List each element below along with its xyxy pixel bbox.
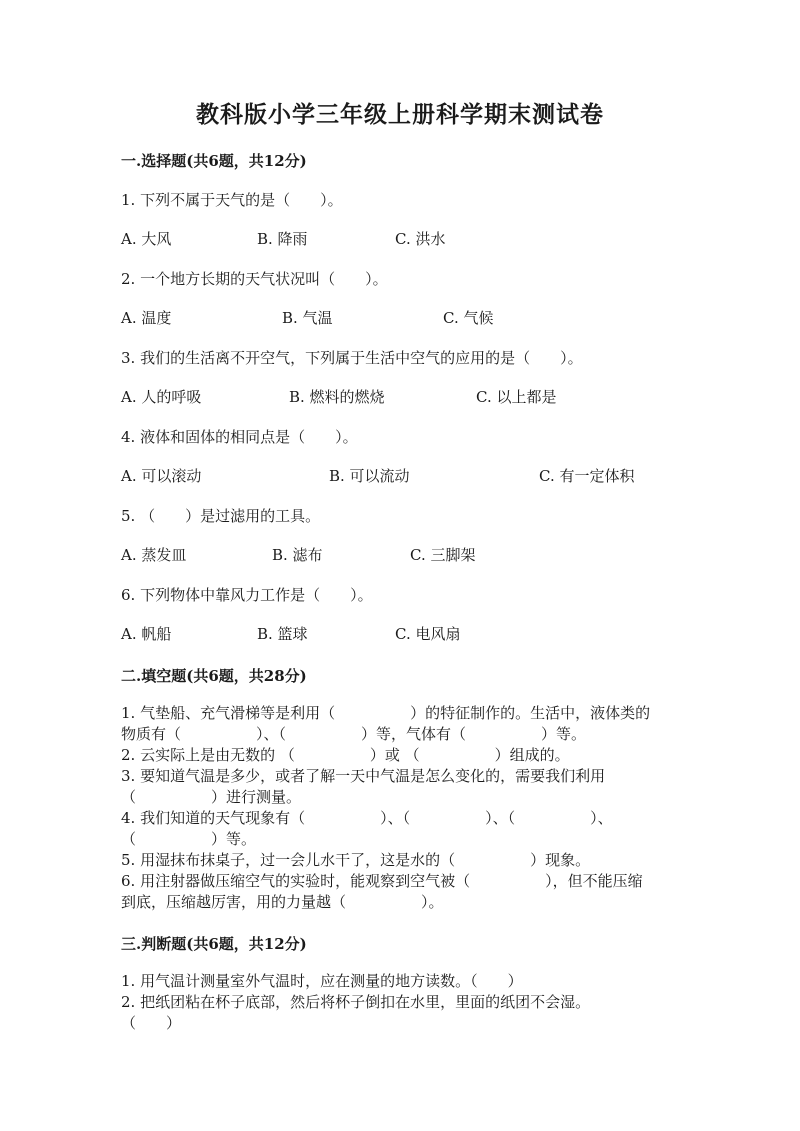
option-b: B. 气温	[282, 309, 333, 327]
fill-in-questions	[121, 703, 681, 913]
question-text: 1. 下列不属于天气的是（ ）。	[121, 191, 343, 209]
fill-line: 2. 云实际上是由无数的 （ ）或 （ ）组成的。	[121, 746, 570, 764]
fill-line: 6. 用注射器做压缩空气的实验时，能观察到空气被（ ），但不能压缩	[121, 872, 643, 890]
judge-line: 2. 把纸团粘在杯子底部，然后将杯子倒扣在水里，里面的纸团不会湿。	[121, 993, 591, 1011]
fill-line: 5. 用湿抹布抹桌子，过一会儿水干了，这是水的（ ）现象。	[121, 851, 591, 869]
fill-line: （ ）等。	[121, 830, 257, 848]
option-c: C. 三脚架	[410, 546, 476, 564]
judge-line: （ ）	[121, 1014, 182, 1032]
option-b: B. 降雨	[257, 230, 308, 248]
question-text: 6. 下列物体中靠风力工作是（ ）。	[121, 586, 373, 604]
section-heading-choice: 一.选择题(共6题，共12分)	[121, 152, 307, 170]
section-heading-fill: 二.填空题(共6题，共28分)	[121, 667, 307, 685]
option-a: A. 可以滚动	[121, 467, 202, 485]
question-text: 3. 我们的生活离不开空气，下列属于生活中空气的应用的是（ ）。	[121, 349, 583, 367]
judge-line: 1. 用气温计测量室外气温时，应在测量的地方读数。（ ）	[121, 972, 523, 990]
fill-line: （ ）进行测量。	[121, 788, 302, 806]
option-c: C. 有一定体积	[539, 467, 635, 485]
option-c: C. 以上都是	[476, 388, 557, 406]
option-c: C. 洪水	[395, 230, 446, 248]
true-false-questions	[121, 971, 681, 1034]
option-c: C. 电风扇	[395, 625, 461, 643]
option-b: B. 可以流动	[329, 467, 410, 485]
fill-line: 到底，压缩越厉害，用的力量越（ ）。	[121, 893, 444, 911]
option-b: B. 篮球	[257, 625, 308, 643]
fill-line: 3. 要知道气温是多少，或者了解一天中气温是怎么变化的，需要我们利用	[121, 767, 606, 785]
option-b: B. 燃料的燃烧	[289, 388, 385, 406]
fill-line: 物质有（ ）、（ ）等，气体有（ ）等。	[121, 725, 587, 743]
section-heading-judge: 三.判断题(共6题，共12分)	[121, 935, 307, 953]
option-a: A. 大风	[121, 230, 172, 248]
option-a: A. 蒸发皿	[121, 546, 187, 564]
fill-line: 4. 我们知道的天气现象有（ ）、（ ）、（ ）、	[121, 809, 613, 827]
option-a: A. 温度	[121, 309, 172, 327]
page-title: 教科版小学三年级上册科学期末测试卷	[196, 101, 604, 128]
question-text: 5. （ ）是过滤用的工具。	[121, 507, 321, 525]
option-a: A. 帆船	[121, 625, 172, 643]
option-b: B. 滤布	[272, 546, 323, 564]
question-text: 4. 液体和固体的相同点是（ ）。	[121, 428, 358, 446]
fill-line: 1. 气垫船、充气滑梯等是利用（ ）的特征制作的。生活中，液体类的	[121, 704, 651, 722]
option-c: C. 气候	[443, 309, 494, 327]
question-text: 2. 一个地方长期的天气状况叫（ ）。	[121, 270, 388, 288]
option-a: A. 人的呼吸	[121, 388, 202, 406]
